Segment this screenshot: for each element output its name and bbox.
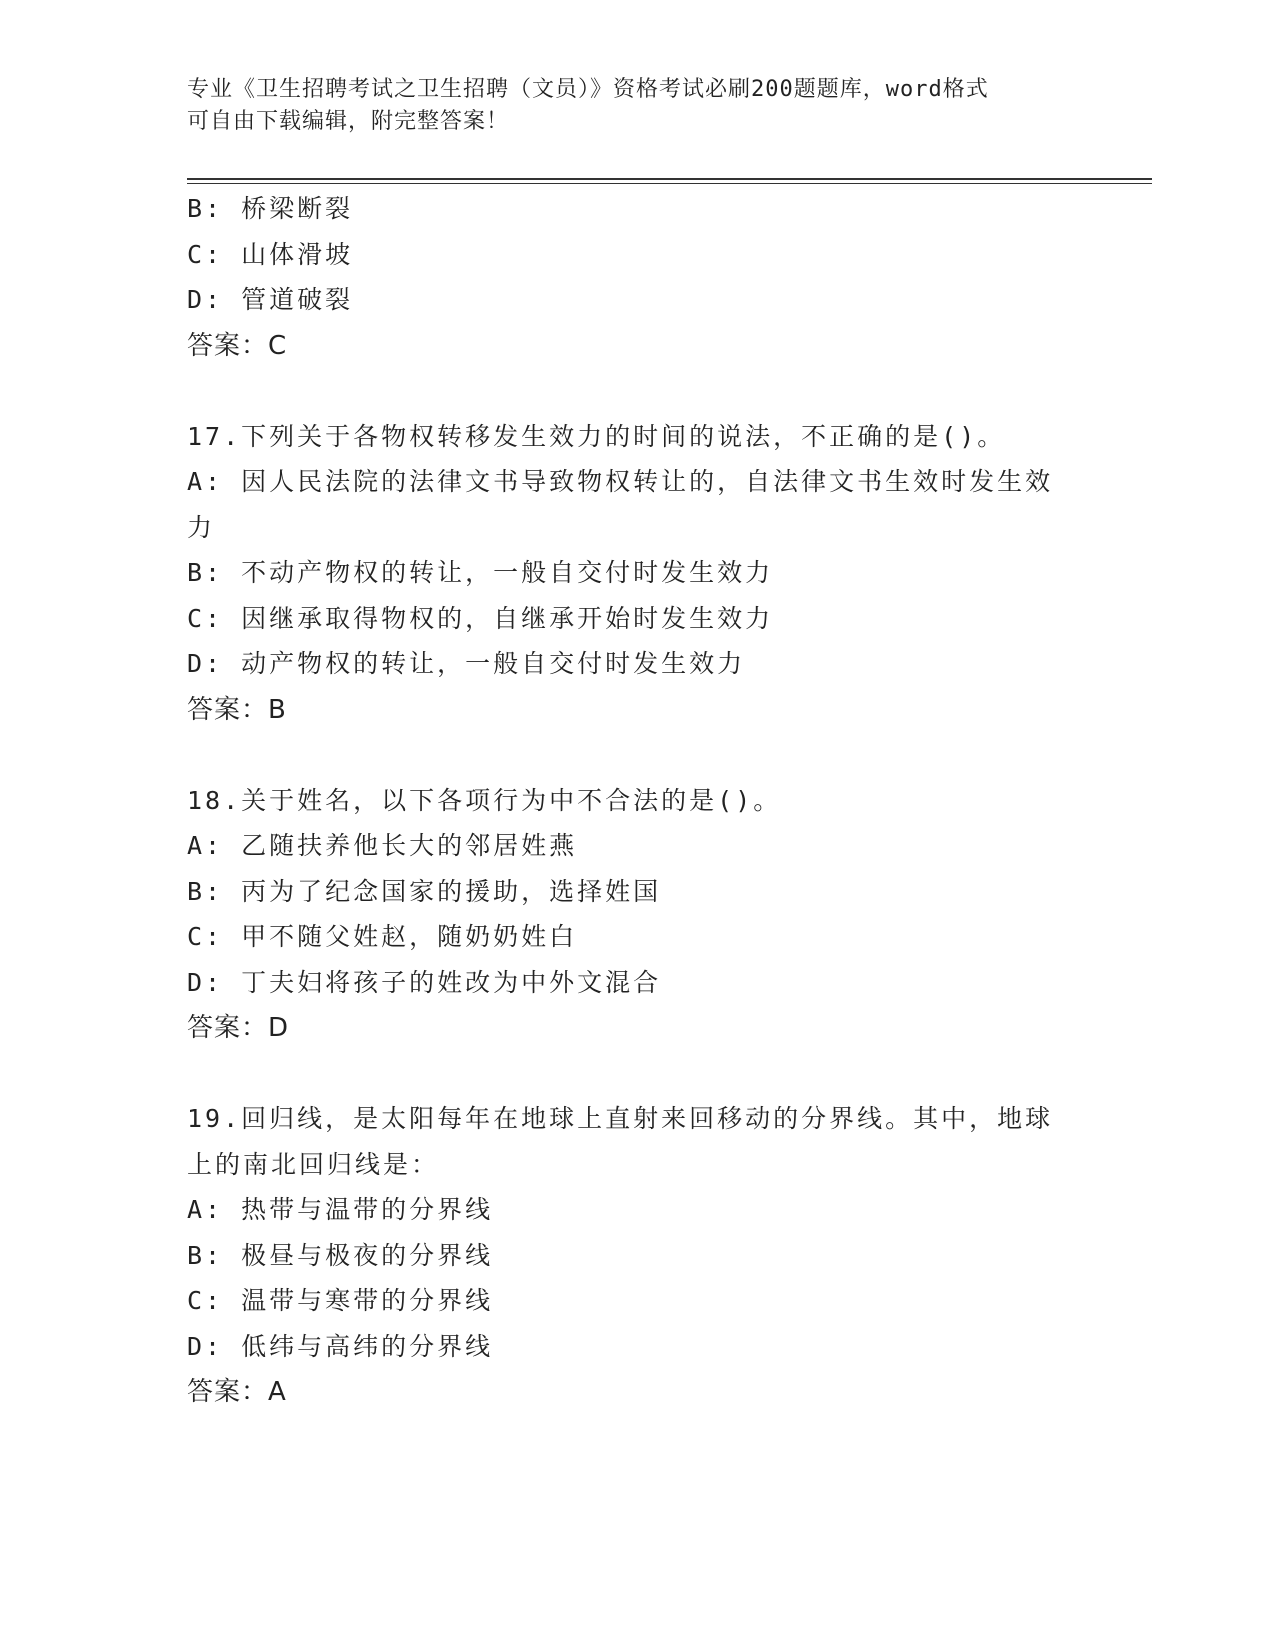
- option-a: A: 因人民法院的法律文书导致物权转让的，自法律文书生效时发生效: [187, 467, 1054, 496]
- question-list: [187, 186, 1087, 1415]
- question-stem-continuation: 上的南北回归线是：: [187, 1149, 440, 1179]
- question-block-19: [187, 1096, 1087, 1415]
- option-c: C: 因继承取得物权的，自继承开始时发生效力: [187, 603, 774, 633]
- question-block-partial: [187, 186, 1087, 369]
- spacer: [187, 733, 1087, 778]
- option-b: B: 不动产物权的转让，一般自交付时发生效力: [187, 558, 774, 587]
- header-divider-thick: [187, 178, 1152, 180]
- option-b: B: 丙为了纪念国家的援助，选择姓国: [187, 876, 662, 906]
- question-stem: 19.回归线，是太阳每年在地球上直射来回移动的分界线。其中，地球: [187, 1104, 1054, 1133]
- option-c: C: 温带与寒带的分界线: [187, 1286, 494, 1315]
- document-header: [187, 74, 1067, 138]
- answer-line: 答案：D: [187, 1013, 290, 1043]
- question-stem: 17.下列关于各物权转移发生效力的时间的说法，不正确的是()。: [187, 421, 1006, 451]
- answer-line: 答案：A: [187, 1377, 287, 1407]
- option-d: D: 管道破裂: [187, 285, 354, 314]
- header-title-line-2: 可自由下载编辑，附完整答案！: [187, 109, 510, 134]
- spacer: [187, 1051, 1087, 1096]
- option-a: A: 热带与温带的分界线: [187, 1195, 494, 1224]
- option-a-continuation: 力: [187, 512, 216, 542]
- option-d: D: 低纬与高纬的分界线: [187, 1331, 494, 1361]
- answer-line: 答案：C: [187, 330, 288, 361]
- option-d: D: 丁夫妇将孩子的姓改为中外文混合: [187, 967, 662, 997]
- question-stem: 18.关于姓名，以下各项行为中不合法的是()。: [187, 785, 782, 815]
- spacer: [187, 369, 1087, 414]
- answer-line: 答案：B: [187, 694, 287, 725]
- question-block-18: [187, 778, 1087, 1052]
- header-divider-thin: [187, 183, 1152, 184]
- option-c: C: 甲不随父姓赵，随奶奶姓白: [187, 922, 578, 951]
- option-c: C: 山体滑坡: [187, 239, 354, 269]
- header-title-line-1: 专业《卫生招聘考试之卫生招聘（文员）》资格考试必刷200题题库，word格式: [187, 77, 989, 102]
- option-b: B: 桥梁断裂: [187, 194, 354, 223]
- option-a: A: 乙随扶养他长大的邻居姓燕: [187, 831, 578, 860]
- question-block-17: [187, 414, 1087, 733]
- option-d: D: 动产物权的转让，一般自交付时发生效力: [187, 649, 746, 678]
- option-b: B: 极昼与极夜的分界线: [187, 1240, 494, 1270]
